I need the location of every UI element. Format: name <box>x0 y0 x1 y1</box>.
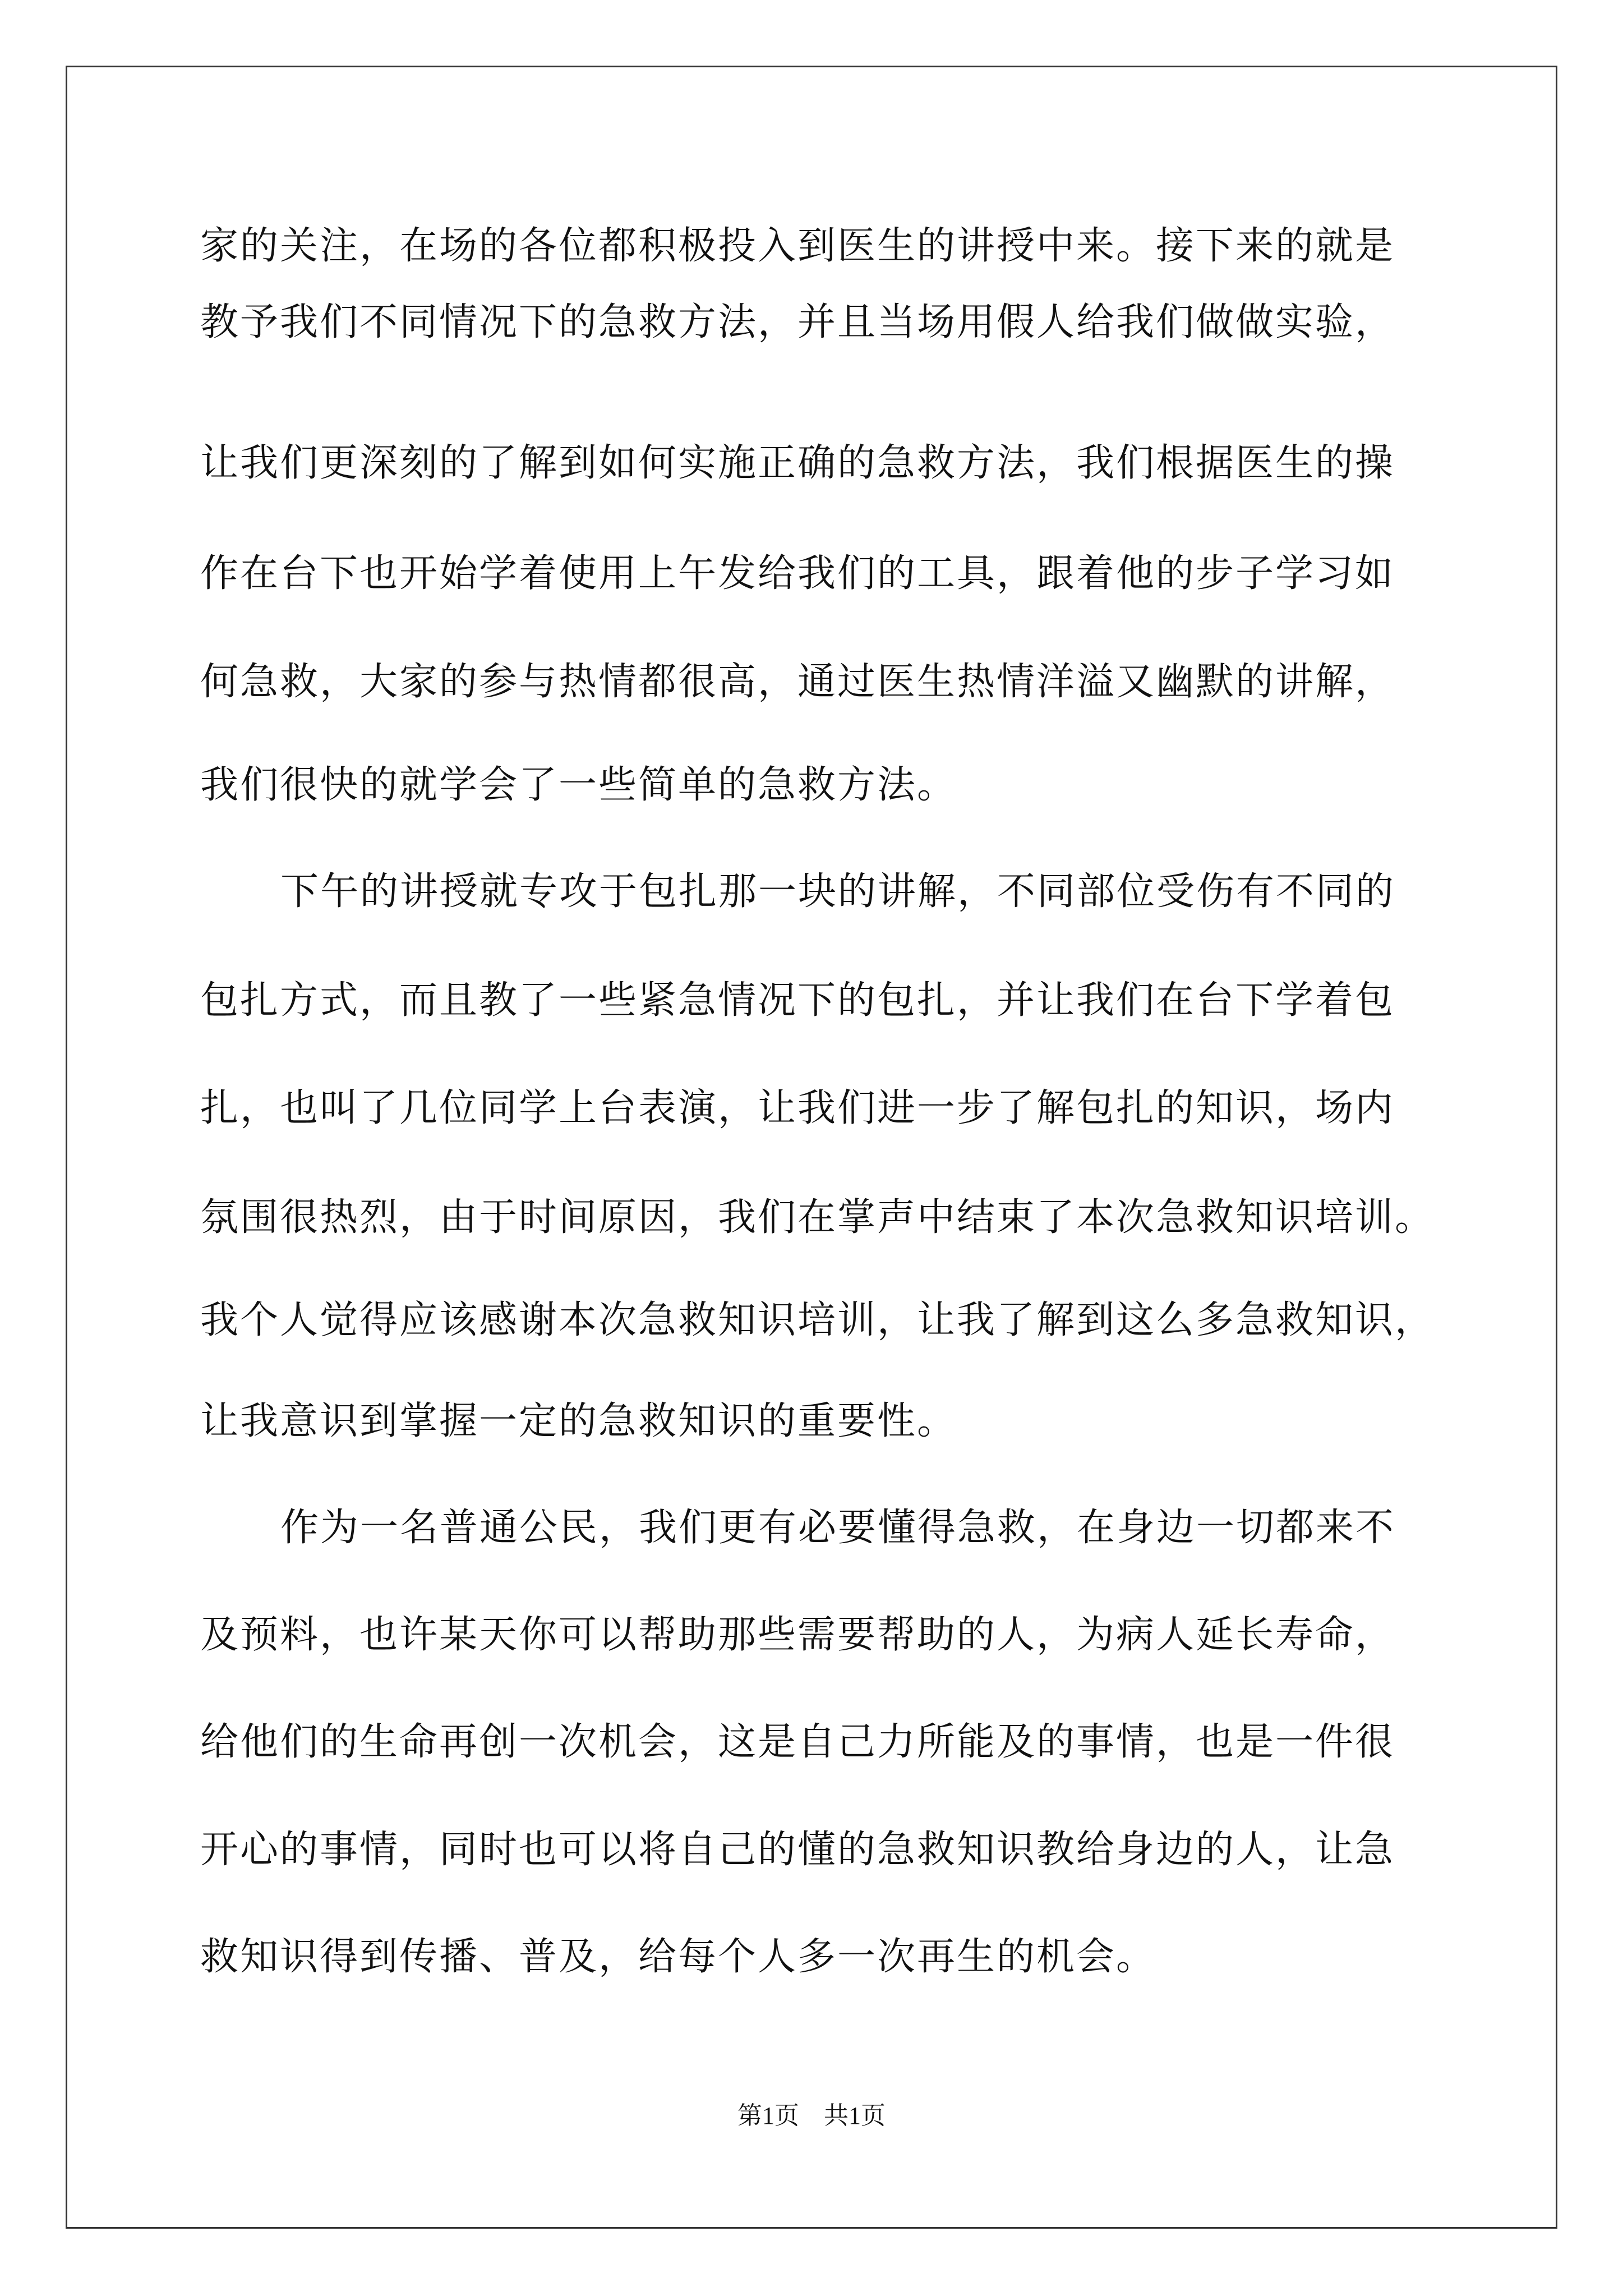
body-line: 我们很快的就学会了一些简单的急救方法。 <box>200 763 957 807</box>
body-line: 开心的事情，同时也可以将自己的懂的急救知识教给身边的人，让急 <box>200 1828 1395 1872</box>
body-line: 教予我们不同情况下的急救方法，并且当场用假人给我们做做实验， <box>200 300 1395 344</box>
body-line: 包扎方式，而且教了一些紧急情况下的包扎，并让我们在台下学着包 <box>200 978 1395 1023</box>
body-line: 救知识得到传播、普及，给每个人多一次再生的机会。 <box>200 1935 1156 1979</box>
body-line: 下午的讲授就专攻于包扎那一块的讲解，不同部位受伤有不同的 <box>280 869 1396 914</box>
body-line: 扎，也叫了几位同学上台表演，让我们进一步了解包扎的知识，场内 <box>200 1086 1395 1130</box>
body-line: 及预料，也许某天你可以帮助那些需要帮助的人，为病人延长寿命， <box>200 1613 1395 1657</box>
body-line: 氛围很热烈，由于时间原因，我们在掌声中结束了本次急救知识培训。 <box>200 1195 1435 1240</box>
body-line: 让我们更深刻的了解到如何实施正确的急救方法，我们根据医生的操 <box>200 441 1395 485</box>
page-footer <box>0 2104 1623 2128</box>
body-line: 让我意识到掌握一定的急救知识的重要性。 <box>200 1399 957 1443</box>
body-line: 作在台下也开始学着使用上午发给我们的工具，跟着他的步子学习如 <box>200 551 1395 596</box>
body-line: 家的关注，在场的各位都积极投入到医生的讲授中来。接下来的就是 <box>200 224 1395 268</box>
page-total: 共1页 <box>824 2102 886 2129</box>
body-line: 何急救，大家的参与热情都很高，通过医生热情洋溢又幽默的讲解， <box>200 660 1395 704</box>
body-line: 作为一名普通公民，我们更有必要懂得急救，在身边一切都来不 <box>280 1506 1396 1550</box>
page-number: 第1页 <box>737 2102 799 2129</box>
page-border <box>66 66 1557 2229</box>
body-line: 给他们的生命再创一次机会，这是自己力所能及的事情，也是一件很 <box>200 1720 1395 1764</box>
body-line: 我个人觉得应该感谢本次急救知识培训，让我了解到这么多急救知识， <box>200 1298 1435 1342</box>
